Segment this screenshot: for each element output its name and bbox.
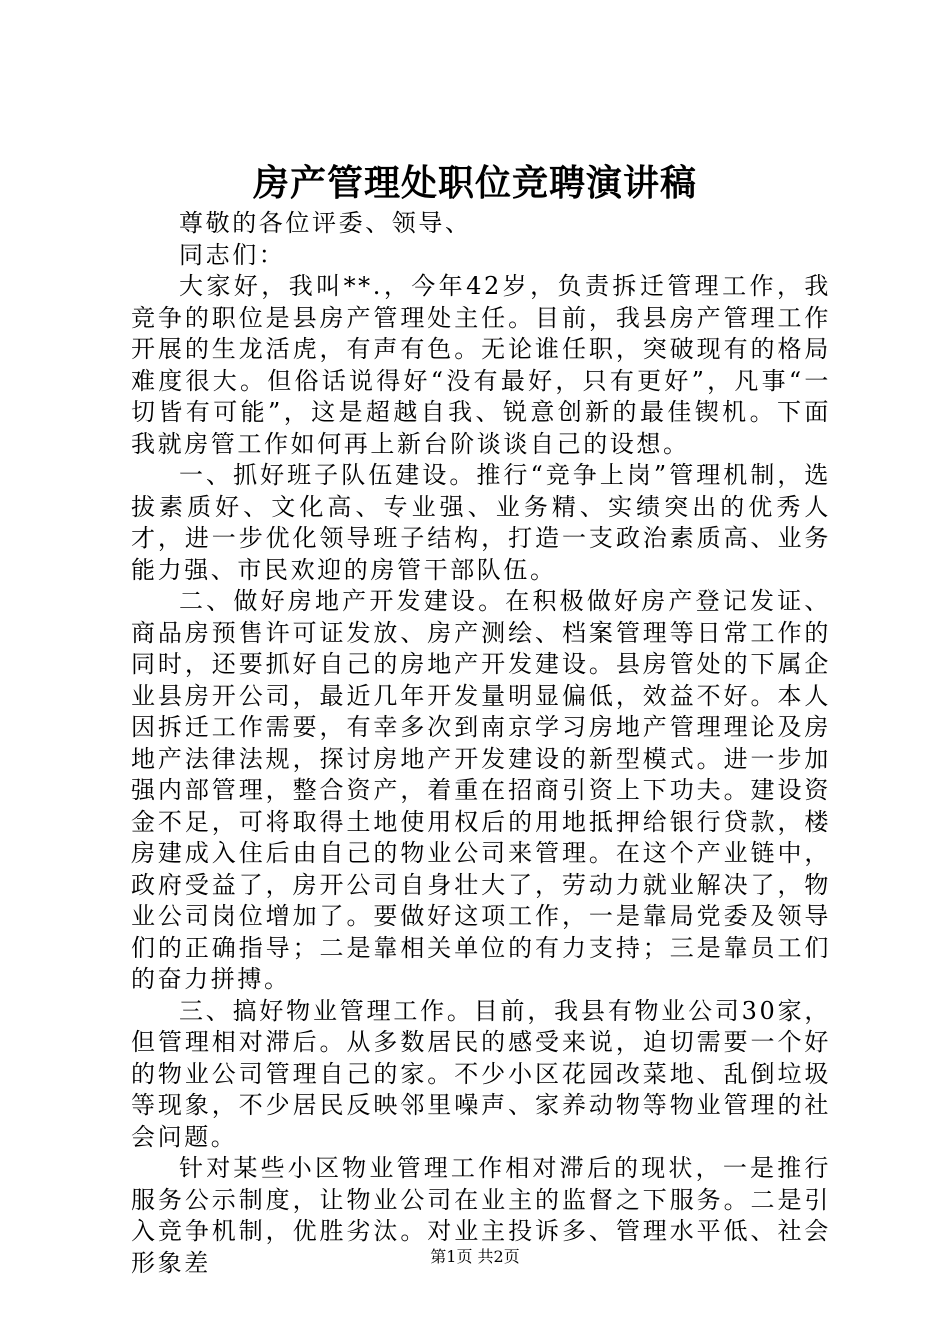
document-body [131, 208, 831, 1279]
salutation-line: 尊敬的各位评委、领导、 [179, 209, 472, 237]
paragraph: 大家好，我叫**.，今年42岁，负责拆迁管理工作，我竞争的职位是县房产管理处主任。目前，我县房产管理工作开展的生龙活虎，有声有色。无论谁任职，突破现有的格局难度很大。但俗话说得好“没有最好，只有更好”，凡事“一切皆有可能”，这是超越自我、锐意创新的最佳锲机。下面我就房管工作如何再上新台阶谈谈自己的设想。 [131, 272, 831, 458]
paragraph: 二、做好房地产开发建设。在积极做好房产登记发证、商品房预售许可证发放、房产测绘、档案管理等日常工作的同时，还要抓好自己的房地产开发建设。县房管处的下属企业县房开公司，最近几年开发量明显偏低，效益不好。本人因拆迁工作需要，有幸多次到南京学习房地产管理理论及房地产法律法规，探讨房地产开发建设的新型模式。进一步加强内部管理，整合资产，着重在招商引资上下功夫。建设资金不足，可将取得土地使用权后的用地抵押给银行贷款，楼房建成入住后由自己的物业公司来管理。在这个产业链中，政府受益了，房开公司自身壮大了，劳动力就业解决了，物业公司岗位增加了。要做好这项工作，一是靠局党委及领导们的正确指导；二是靠相关单位的有力支持；三是靠员工们的奋力拼搏。 [131, 587, 831, 993]
paragraph: 三、搞好物业管理工作。目前，我县有物业公司30家，但管理相对滞后。从多数居民的感受来说，迫切需要一个好的物业公司管理自己的家。不少小区花园改菜地、乱倒垃圾等现象，不少居民反映邻里噪声、家养动物等物业管理的社会问题。 [131, 996, 831, 1151]
salutation-line: 同志们： [179, 240, 286, 269]
document-title: 房产管理处职位竞聘演讲稿 [252, 162, 697, 204]
paragraph: 一、抓好班子队伍建设。推行“竞争上岗”管理机制，选拔素质好、文化高、专业强、业务精、实绩突出的优秀人才，进一步优化领导班子结构，打造一支政治素质高、业务能力强、市民欢迎的房管干部队伍。 [131, 461, 831, 584]
page-footer: 第1页 共2页 [430, 1247, 520, 1266]
paragraph: 针对某些小区物业管理工作相对滞后的现状，一是推行服务公示制度，让物业公司在业主的监督之下服务。二是引入竞争机制，优胜劣汰。对业主投诉多、管理水平低、社会形象差 [131, 1154, 831, 1277]
